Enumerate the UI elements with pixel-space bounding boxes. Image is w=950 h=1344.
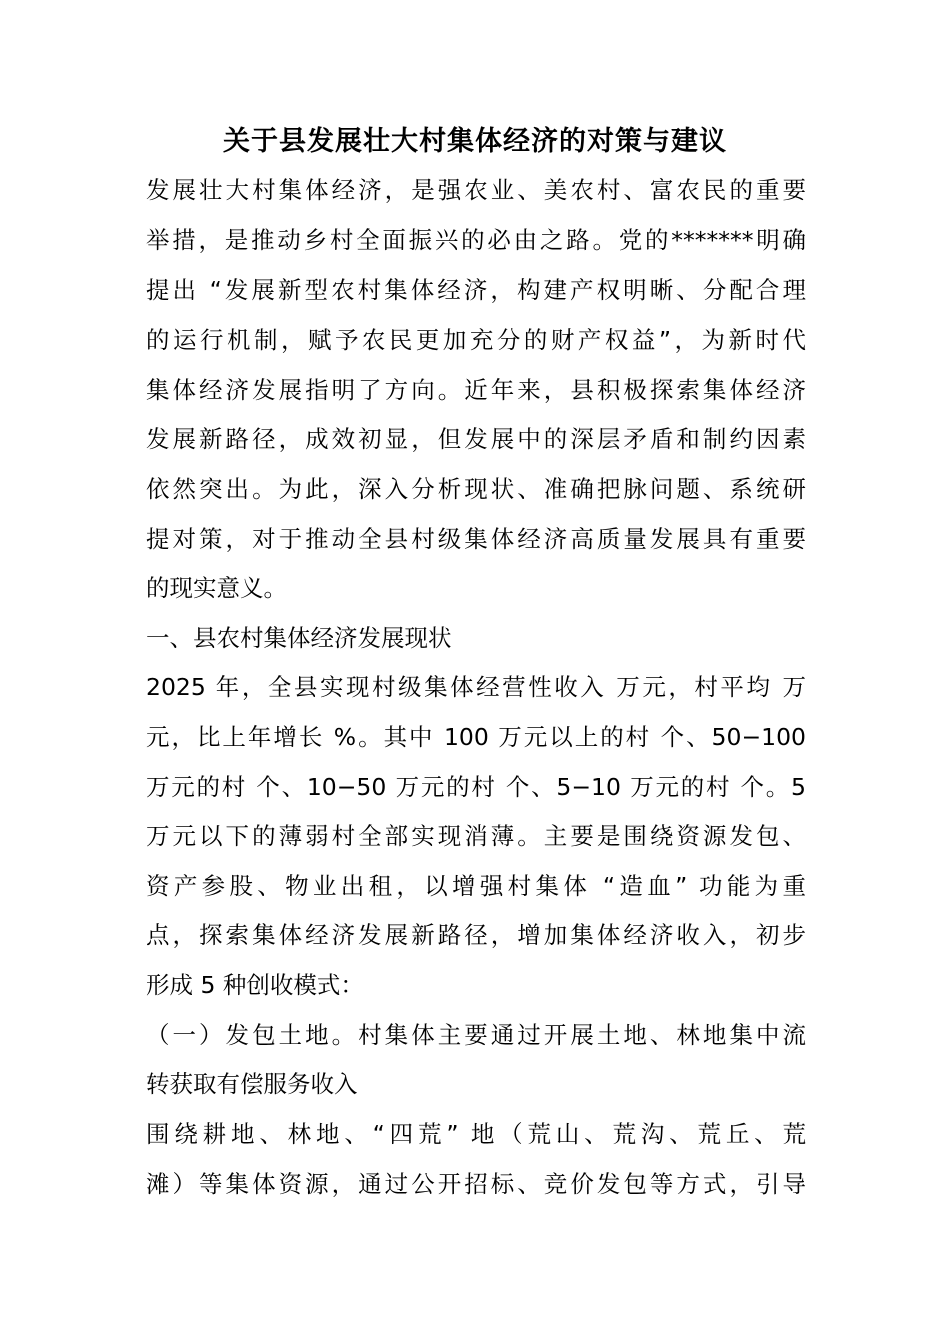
paragraph-line: 依然突出。为此，深入分析现状、准确把脉问题、系统研 bbox=[146, 475, 806, 503]
paragraph-line: 集体经济发展指明了方向。近年来，县积极探索集体经济 bbox=[146, 376, 806, 404]
paragraph-line: 的现实意义。 bbox=[146, 574, 287, 602]
paragraph-line: 围绕耕地、林地、“四荒” 地（荒山、荒沟、荒丘、荒 bbox=[146, 1120, 806, 1148]
document-title: 关于县发展壮大村集体经济的对策与建议 bbox=[223, 126, 727, 157]
paragraph-line: 万元以下的薄弱村全部实现消薄。主要是围绕资源发包、 bbox=[146, 822, 806, 850]
paragraph-line: 提对策，对于推动全县村级集体经济高质量发展具有重要 bbox=[146, 525, 806, 553]
paragraph-line: 提出 “发展新型农村集体经济，构建产权明晰、分配合理 bbox=[146, 276, 806, 304]
paragraph-line: 形成 5 种创收模式： bbox=[146, 971, 364, 999]
paragraph-line: 举措，是推动乡村全面振兴的必由之路。党的*******明确 bbox=[146, 226, 806, 254]
paragraph-line: 元，比上年增长 %。其中 100 万元以上的村 个、50−100 bbox=[146, 723, 806, 751]
section-heading: 一、县农村集体经济发展现状 bbox=[146, 624, 452, 652]
paragraph-line: 发展新路径，成效初显，但发展中的深层矛盾和制约因素 bbox=[146, 425, 806, 453]
paragraph-line: 滩）等集体资源，通过公开招标、竞价发包等方式，引导 bbox=[146, 1170, 806, 1198]
paragraph-line: 万元的村 个、10−50 万元的村 个、5−10 万元的村 个。5 bbox=[146, 773, 806, 801]
paragraph-line: 资产参股、物业出租，以增强村集体 “造血” 功能为重 bbox=[146, 872, 806, 900]
paragraph-line: 2025 年，全县实现村级集体经营性收入 万元，村平均 万 bbox=[146, 673, 806, 701]
paragraph-line: 发展壮大村集体经济，是强农业、美农村、富农民的重要 bbox=[146, 176, 806, 204]
paragraph-line: 点，探索集体经济发展新路径，增加集体经济收入，初步 bbox=[146, 921, 806, 949]
paragraph-line: 的运行机制，赋予农民更加充分的财产权益”，为新时代 bbox=[146, 326, 806, 354]
subsection-heading-continued: 转获取有偿服务收入 bbox=[146, 1070, 358, 1098]
subsection-heading: （一）发包土地。村集体主要通过开展土地、林地集中流 bbox=[146, 1021, 806, 1049]
